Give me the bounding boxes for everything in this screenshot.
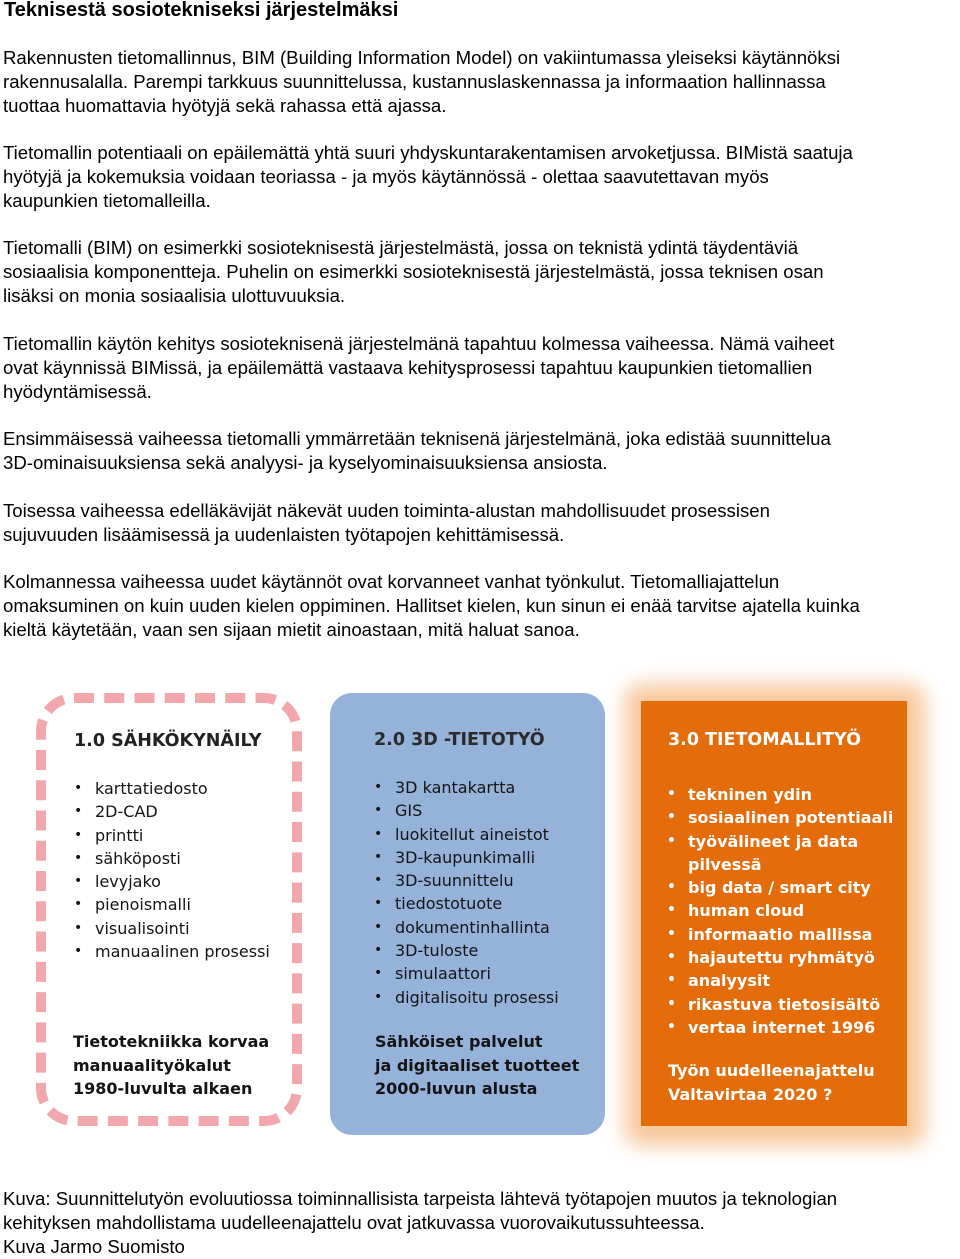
figure-caption (3, 1187, 837, 1259)
list-item: • analyysit (667, 969, 893, 992)
bullet-icon: • (374, 918, 383, 935)
stage-3-footer: Työn uudelleenajattelu Valtavirtaa 2020 ? (668, 1061, 875, 1104)
bullet-icon: • (74, 803, 83, 820)
list-item: • informaatio mallissa (667, 923, 893, 946)
list-item: • manuaalinen prosessi (74, 940, 270, 963)
list-item: • tekninen ydin (667, 783, 893, 806)
bullet-icon: • (667, 902, 676, 919)
list-item: • printti (74, 824, 270, 847)
list-item: • visualisointi (74, 917, 270, 940)
caption-line: Kuva: Suunnittelutyön evoluutiossa toiminnallisista tarpeista lähtevä työtapojen muutos ja teknologian (3, 1188, 838, 1209)
list-item: • big data / smart city (667, 876, 893, 899)
bullet-icon: • (667, 832, 676, 849)
list-item: • tiedostotuote (374, 892, 559, 915)
paragraph-6 (3, 499, 960, 547)
list-item: • pienoismalli (74, 893, 270, 916)
bullet-icon: • (74, 780, 83, 796)
bullet-icon: • (667, 925, 676, 942)
list-item: • hajautettu ryhmätyö (667, 946, 893, 969)
list-item: • sähköposti (74, 847, 270, 870)
stage-1-list (74, 777, 270, 963)
paragraph-line: Rakennusten tietomallinnus, BIM (Building Information Model) on vakiintumassa yleiseksi käytännöksi (3, 47, 841, 68)
list-item: • vertaa internet 1996 (667, 1016, 893, 1039)
list-item: • simulaattori (374, 962, 559, 985)
list-item: • 3D kantakartta (374, 776, 559, 799)
bullet-icon: • (667, 809, 676, 826)
list-item: pilvessä (688, 854, 762, 874)
paragraph-line: Ensimmäisessä vaiheessa tietomalli ymmärretään teknisenä järjestelmänä, joka edistää suunnittelua (3, 428, 831, 449)
list-item: • 2D-CAD (74, 800, 270, 823)
bullet-icon: • (374, 825, 383, 842)
caption-line: Kuva Jarmo Suomisto (3, 1236, 185, 1257)
bullet-icon: • (667, 786, 676, 802)
paragraph-line: tuottaa huomattavia hyötyjä sekä rahassa että ajassa. (3, 95, 447, 116)
stage-box-1 (36, 693, 302, 1126)
bullet-icon: • (374, 872, 383, 889)
bullet-icon: • (74, 826, 83, 843)
paragraph-line: hyödyntämisessä. (3, 381, 152, 402)
paragraph-line: Tietomallin käytön kehitys sosioteknisenä järjestelmänä tapahtuu kolmessa vaiheessa. Nämä vaiheet (3, 333, 835, 354)
document-title: Teknisestä sosiotekniseksi järjestelmäksi (4, 0, 399, 21)
bullet-icon: • (667, 949, 676, 966)
paragraph-line: omaksuminen on kuin uuden kielen oppiminen. Hallitset kielen, kun sinun ei enää tarvitse ajatella kuinka (3, 595, 860, 616)
list-item: • 3D-suunnittelu (374, 869, 559, 892)
list-item: • sosiaalinen potentiaali (667, 806, 893, 829)
paragraph-line: kieltä käytetään, vaan sen sijaan mietit ainoastaan, mitä haluat sanoa. (3, 619, 580, 640)
list-item: • GIS (374, 799, 559, 822)
caption-line: kehityksen mahdollistama uudelleenajattelu ovat jatkuvassa vuorovaikutussuhteessa. (3, 1212, 705, 1233)
paragraph-line: sosiaalisia komponentteja. Puhelin on esimerkki sosioteknisestä järjestelmästä, jossa teknisen osan (3, 261, 824, 282)
bullet-icon: • (667, 1018, 676, 1035)
stage-1-title: 1.0 SÄHKÖKYNÄILY (74, 731, 262, 751)
paragraph-line: Toisessa vaiheessa edelläkävijät näkevät uuden toiminta-alustan mahdollisuudet prosessisen (3, 500, 770, 521)
paragraph-line: ovat käynnissä BIMissä, ja epäilemättä vastaava kehitysprosessi tapahtuu kaupunkien tietomallien (3, 357, 813, 378)
paragraph-4 (3, 332, 960, 404)
bullet-icon: • (74, 849, 83, 866)
stage-3-title: 3.0 TIETOMALLITYÖ (668, 730, 861, 750)
bullet-icon: • (374, 895, 383, 912)
paragraph-line: sujuvuuden lisäämisessä ja uudenlaisten työtapojen kehittämisessä. (3, 524, 565, 545)
list-item: • digitalisoitu prosessi (374, 986, 559, 1009)
paragraph-line: rakennusalalla. Parempi tarkkuus suunnittelussa, kustannuslaskennassa ja informaation hallinnassa (3, 71, 826, 92)
paragraph-2 (3, 141, 960, 213)
bullet-icon: • (74, 873, 83, 890)
bullet-icon: • (74, 943, 83, 960)
stage-2-title: 2.0 3D -TIETOTYÖ (374, 730, 545, 750)
list-item: • luokitellut aineistot (374, 823, 559, 846)
bullet-icon: • (374, 988, 383, 1005)
list-item: • karttatiedosto (74, 777, 270, 800)
stage-2-list (374, 776, 559, 1009)
paragraph-line: hyötyjä ja kokemuksia voidaan teoriassa - ja myös käytännössä - olettaa saavutettavan myös (3, 166, 769, 187)
bullet-icon: • (667, 995, 676, 1012)
paragraph-line: Kolmannessa vaiheessa uudet käytännöt ovat korvanneet vanhat työnkulut. Tietomalliajattelun (3, 571, 780, 592)
paragraph-line: kaupunkien tietomalleilla. (3, 190, 211, 211)
list-item: • dokumentinhallinta (374, 916, 559, 939)
stage-2-footer: Sähköiset palvelut ja digitaaliset tuotteet 2000-luvun alusta (375, 1032, 580, 1098)
paragraph-line: Tietomallin potentiaali on epäilemättä yhtä suuri yhdyskuntarakentamisen arvoketjussa. BIMistä saatuja (3, 142, 853, 163)
list-item: • 3D-kaupunkimalli (374, 846, 559, 869)
list-item: • rikastuva tietosisältö (667, 993, 893, 1016)
paragraph-line: 3D-ominaisuuksiensa sekä analyysi- ja kyselyominaisuuksiensa ansiosta. (3, 452, 608, 473)
paragraph-7 (3, 570, 960, 642)
bullet-icon: • (74, 919, 83, 936)
list-item: • 3D-tuloste (374, 939, 559, 962)
bullet-icon: • (374, 965, 383, 982)
bullet-icon: • (667, 972, 676, 989)
list-item: • levyjako (74, 870, 270, 893)
paragraph-5 (3, 427, 960, 475)
stage-box-2 (330, 693, 605, 1135)
list-item: • työvälineet ja data (667, 830, 893, 853)
bullet-icon: • (667, 879, 676, 896)
paragraph-1 (3, 46, 960, 118)
bullet-icon: • (374, 848, 383, 865)
bullet-icon: • (374, 779, 383, 795)
bullet-icon: • (74, 896, 83, 913)
paragraph-line: lisäksi on monia sosiaalisia ulottuvuuksia. (3, 285, 346, 306)
paragraph-3 (3, 236, 960, 308)
bullet-icon: • (374, 942, 383, 959)
list-item: • human cloud (667, 899, 893, 922)
stage-box-3 (641, 701, 907, 1126)
stage-1-footer: Tietotekniikka korvaa manuaalityökalut 1980-luvulta alkaen (73, 1032, 270, 1098)
paragraph-line: Tietomalli (BIM) on esimerkki sosioteknisestä järjestelmästä, jossa on teknistä ydintä täydentäviä (3, 237, 799, 258)
bullet-icon: • (374, 802, 383, 819)
stage-3-list (667, 783, 893, 1039)
